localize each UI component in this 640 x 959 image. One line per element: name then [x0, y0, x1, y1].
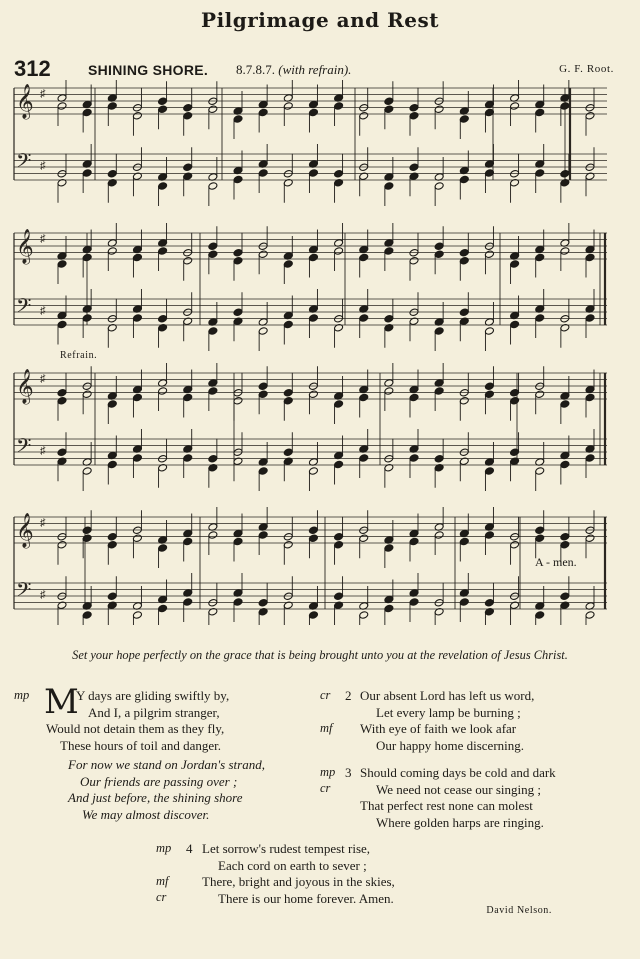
note-head — [183, 103, 193, 112]
bass-clef-icon: 𝄢 — [16, 434, 32, 462]
note-head — [484, 467, 494, 476]
note-head — [334, 247, 344, 256]
note-head — [434, 531, 444, 540]
note-head — [459, 256, 469, 265]
stanza-4 — [202, 841, 395, 907]
note-head — [359, 253, 369, 262]
note-head — [334, 400, 344, 409]
note-head — [283, 320, 293, 329]
note-head — [409, 163, 419, 172]
note-head — [132, 111, 142, 120]
note-head — [535, 534, 545, 543]
note-head — [107, 540, 117, 549]
note-head — [359, 611, 369, 620]
note-head — [484, 531, 494, 540]
note-head — [308, 390, 318, 399]
dynamic-marking: mp — [320, 765, 336, 779]
note-head — [233, 115, 243, 124]
note-head — [384, 247, 394, 256]
note-head — [409, 454, 419, 463]
note-head — [258, 327, 268, 336]
note-head — [510, 102, 520, 111]
note-head — [510, 448, 520, 457]
note-head — [82, 390, 92, 399]
note-head — [384, 182, 394, 191]
note-head — [459, 537, 469, 546]
note-head — [535, 169, 545, 178]
note-head — [82, 467, 92, 476]
note-head — [334, 460, 344, 469]
note-head — [308, 169, 318, 178]
note-head — [57, 540, 67, 549]
note-head — [283, 260, 293, 269]
dynamic-marking: mf — [156, 874, 169, 888]
scripture-text: Set your hope perfectly on the grace that is being brought unto you at the revelation of Jesus Christ. — [72, 648, 568, 662]
note-head — [560, 460, 570, 469]
note-head — [585, 253, 595, 262]
note-head — [208, 182, 218, 191]
sharp-icon: ♯ — [40, 589, 46, 601]
note-head — [258, 531, 268, 540]
note-head — [107, 102, 117, 111]
note-head — [484, 598, 494, 607]
note-head — [585, 111, 595, 120]
note-head — [409, 598, 419, 607]
verse-line: We need not cease our singing ; — [376, 781, 542, 797]
note-head — [484, 390, 494, 399]
note-head — [359, 314, 369, 323]
note-head — [208, 454, 218, 463]
note-head — [510, 260, 520, 269]
chorus-text — [68, 757, 265, 823]
note-head — [560, 102, 570, 111]
verse-line: Each cord on earth to sever ; — [218, 857, 367, 873]
sharp-icon: ♯ — [40, 305, 46, 317]
verse-line: Would not detain them as they fly, — [46, 721, 225, 736]
stanza-number: 3 — [345, 765, 352, 780]
note-head — [183, 454, 193, 463]
note-head — [409, 537, 419, 546]
verse-line: That perfect rest none can molest — [360, 798, 533, 813]
sharp-icon: ♯ — [40, 445, 46, 457]
note-head — [233, 248, 243, 257]
note-head — [359, 393, 369, 402]
drop-cap: M — [44, 682, 79, 722]
note-head — [434, 105, 444, 114]
note-head — [107, 169, 117, 178]
note-head — [308, 611, 318, 620]
note-head — [484, 327, 494, 336]
note-head — [107, 592, 117, 601]
note-head — [183, 393, 193, 402]
verse-line: Where golden harps are ringing. — [376, 814, 544, 830]
note-head — [560, 540, 570, 549]
note-head — [183, 111, 193, 120]
hymn-header — [14, 58, 614, 82]
note-head — [535, 526, 545, 535]
hymn-meter — [236, 62, 351, 78]
note-head — [132, 314, 142, 323]
dynamic-marking: cr — [320, 688, 331, 702]
note-head — [459, 308, 469, 317]
note-head — [208, 250, 218, 259]
sharp-icon: ♯ — [40, 160, 46, 172]
stanza-3 — [360, 765, 556, 831]
amen-lyric: A - men. — [535, 555, 577, 569]
stanza-2 — [360, 688, 534, 754]
note-head — [334, 532, 344, 541]
note-head — [233, 256, 243, 265]
note-head — [585, 454, 595, 463]
note-head — [459, 598, 469, 607]
verse-line: Should coming days be cold and dark — [360, 765, 556, 780]
note-head — [82, 314, 92, 323]
note-head — [510, 540, 520, 549]
note-head — [57, 448, 67, 457]
meter-value: 8.7.8.7. — [236, 62, 275, 77]
note-head — [132, 611, 142, 620]
note-head — [585, 534, 595, 543]
bass-clef-icon: 𝄢 — [16, 149, 32, 177]
note-head — [434, 182, 444, 191]
note-head — [57, 260, 67, 269]
note-head — [158, 314, 168, 323]
note-head — [535, 611, 545, 620]
note-head — [208, 327, 218, 336]
note-head — [183, 163, 193, 172]
sharp-icon: ♯ — [40, 373, 46, 385]
stanza-1-cont — [46, 721, 224, 754]
note-head — [258, 250, 268, 259]
stanza-number: 2 — [345, 688, 352, 703]
note-head — [459, 175, 469, 184]
note-head — [535, 314, 545, 323]
note-head — [158, 182, 168, 191]
verse-line: There, bright and joyous in the skies, — [202, 874, 395, 889]
verse-line: And I, a pilgrim stranger, — [88, 704, 220, 720]
note-head — [158, 544, 168, 553]
note-head — [258, 382, 268, 391]
running-head: Pilgrimage and Rest — [201, 8, 439, 32]
note-head — [535, 108, 545, 117]
note-head — [233, 308, 243, 317]
note-head — [82, 169, 92, 178]
note-head — [82, 526, 92, 535]
verse-line: There is our home forever. Amen. — [218, 890, 394, 906]
chorus-line: We may almost discover. — [82, 806, 210, 822]
bass-clef-icon: 𝄢 — [16, 294, 32, 322]
note-head — [57, 320, 67, 329]
note-head — [535, 467, 545, 476]
treble-clef-icon: 𝄞 — [16, 513, 34, 548]
note-head — [459, 115, 469, 124]
note-head — [384, 105, 394, 114]
note-head — [308, 526, 318, 535]
stanza-1 — [76, 688, 229, 721]
treble-clef-icon: 𝄞 — [16, 229, 34, 264]
verse-line: Let sorrow's rudest tempest rise, — [202, 841, 371, 856]
note-head — [434, 250, 444, 259]
note-head — [535, 253, 545, 262]
dynamic-marking: mp — [156, 841, 172, 855]
note-head — [158, 247, 168, 256]
note-head — [183, 537, 193, 546]
note-head — [585, 393, 595, 402]
note-head — [560, 532, 570, 541]
note-head — [560, 247, 570, 256]
dynamic-marking: mp — [14, 688, 30, 702]
note-head — [308, 534, 318, 543]
note-head — [308, 253, 318, 262]
note-head — [484, 250, 494, 259]
note-head — [459, 396, 469, 405]
note-head — [258, 390, 268, 399]
treble-clef-icon: 𝄞 — [16, 369, 34, 404]
note-head — [132, 534, 142, 543]
note-head — [409, 256, 419, 265]
note-head — [334, 169, 344, 178]
note-head — [233, 175, 243, 184]
verse-line: Let every lamp be burning ; — [376, 704, 521, 720]
note-head — [384, 97, 394, 106]
dynamic-marking: cr — [320, 781, 331, 795]
dynamic-marking: cr — [156, 890, 167, 904]
chorus-line: And just before, the shining shore — [68, 790, 243, 805]
note-head — [409, 103, 419, 112]
note-head — [107, 532, 117, 541]
note-head — [57, 396, 67, 405]
note-head — [132, 393, 142, 402]
verse-line: Our happy home discerning. — [376, 737, 525, 753]
verse-line: With eye of faith we look afar — [360, 721, 517, 736]
note-head — [233, 537, 243, 546]
note-head — [82, 611, 92, 620]
stanza-number: 4 — [186, 841, 193, 856]
note-head — [560, 592, 570, 601]
note-head — [359, 111, 369, 120]
note-head — [158, 97, 168, 106]
note-head — [409, 111, 419, 120]
note-head — [334, 592, 344, 601]
author-credit: David Nelson. — [486, 905, 552, 916]
chorus-line: For now we stand on Jordan's strand, — [68, 757, 265, 772]
note-head — [384, 314, 394, 323]
note-head — [233, 396, 243, 405]
note-head — [132, 253, 142, 262]
note-head — [334, 102, 344, 111]
sharp-icon: ♯ — [40, 233, 46, 245]
dynamic-marking: mf — [320, 721, 333, 735]
note-head — [208, 105, 218, 114]
note-head — [258, 169, 268, 178]
note-head — [484, 382, 494, 391]
note-head — [308, 467, 318, 476]
chorus-line: Our friends are passing over ; — [80, 773, 238, 789]
treble-clef-icon: 𝄞 — [16, 84, 34, 119]
note-head — [183, 598, 193, 607]
note-head — [283, 388, 293, 397]
note-head — [208, 242, 218, 251]
note-head — [57, 388, 67, 397]
note-head — [283, 102, 293, 111]
note-head — [359, 534, 369, 543]
note-head — [434, 387, 444, 396]
note-head — [384, 544, 394, 553]
note-head — [283, 396, 293, 405]
refrain-label: Refrain. — [60, 350, 98, 361]
note-head — [308, 108, 318, 117]
verse-line: These hours of toil and danger. — [60, 737, 222, 753]
note-head — [585, 611, 595, 620]
note-head — [585, 314, 595, 323]
note-head — [107, 460, 117, 469]
note-head — [359, 454, 369, 463]
note-head — [208, 387, 218, 396]
note-head — [132, 454, 142, 463]
verse-line: Y days are gliding swiftly by, — [76, 688, 230, 703]
note-head — [510, 388, 520, 397]
hymn-number: 312 — [14, 56, 51, 81]
note-head — [384, 387, 394, 396]
note-head — [434, 454, 444, 463]
sharp-icon: ♯ — [40, 517, 46, 529]
hymn-composer: G. F. Root. — [559, 63, 614, 75]
note-head — [384, 604, 394, 613]
note-head — [283, 448, 293, 457]
note-head — [510, 320, 520, 329]
note-head — [107, 400, 117, 409]
note-head — [560, 400, 570, 409]
meter-note: (with refrain). — [278, 62, 352, 77]
note-head — [107, 247, 117, 256]
note-head — [82, 253, 92, 262]
note-head — [82, 108, 92, 117]
note-head — [434, 327, 444, 336]
note-head — [258, 598, 268, 607]
note-head — [158, 387, 168, 396]
verse-line: Our absent Lord has left us word, — [360, 688, 535, 703]
note-head — [258, 108, 268, 117]
hymn-title: SHINING SHORE. — [88, 62, 209, 78]
note-head — [334, 540, 344, 549]
note-head — [510, 396, 520, 405]
note-head — [183, 256, 193, 265]
sharp-icon: ♯ — [40, 88, 46, 100]
note-head — [158, 105, 168, 114]
note-head — [409, 393, 419, 402]
note-head — [233, 598, 243, 607]
note-head — [283, 540, 293, 549]
note-head — [459, 248, 469, 257]
note-head — [258, 467, 268, 476]
note-head — [208, 531, 218, 540]
bass-clef-icon: 𝄢 — [16, 578, 32, 606]
note-head — [158, 604, 168, 613]
note-head — [308, 314, 318, 323]
note-head — [82, 534, 92, 543]
note-head — [57, 102, 67, 111]
note-head — [560, 169, 570, 178]
note-head — [434, 242, 444, 251]
note-head — [535, 390, 545, 399]
